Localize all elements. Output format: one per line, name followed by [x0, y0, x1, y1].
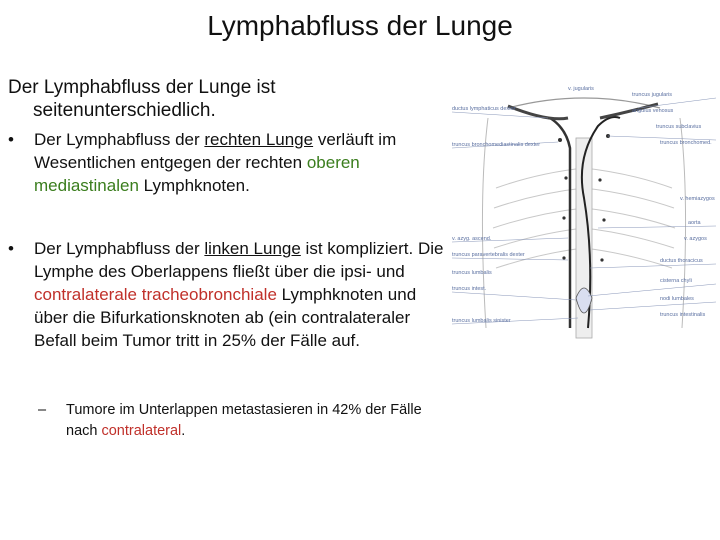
label: angulus venosus: [632, 108, 674, 114]
label: truncus paravertebralis dexter: [452, 252, 525, 258]
anatomy-diagram: [448, 78, 720, 350]
bullet-text: [34, 128, 448, 197]
underlined-text: linken Lunge: [204, 239, 301, 258]
label: v. jugularis: [568, 86, 594, 92]
red-highlight: tracheobronchiale: [141, 285, 277, 304]
text-run: verläuft im Wesentlichen entgegen der rechten: [34, 130, 397, 172]
text-run: Der Lymphabfluss der: [34, 130, 205, 149]
intro-line-1: Der Lymphabfluss der Lunge ist: [8, 77, 276, 98]
sub-bullet-marker: –: [38, 402, 47, 418]
bullet-right-lung: [8, 128, 448, 197]
label: v. azygos: [684, 236, 707, 242]
text-run: Lymphknoten.: [138, 176, 250, 195]
green-highlight: oberen mediastinalen: [34, 153, 360, 195]
text-run: ist kompliziert. Die Lymphe des Oberlappens fließt über die ipsi- und: [34, 239, 444, 281]
label: nodi lumbales: [660, 296, 694, 302]
label: ductus lymphaticus dexter: [452, 106, 516, 112]
bullet-marker: •: [8, 130, 14, 149]
lymph-drainage-figure: [448, 78, 720, 350]
label: ductus thoracicus: [660, 258, 703, 264]
bullet-left-lung: [8, 237, 448, 352]
text-run: Tumore im Unterlappen metastasieren in 42% der Fälle nach: [66, 402, 422, 439]
label: truncus jugularis: [632, 92, 673, 98]
label: aorta: [688, 220, 701, 226]
bullet-marker: •: [8, 239, 14, 258]
underlined-text: rechten Lunge: [204, 130, 314, 149]
sub-bullet: [38, 400, 448, 442]
text-run: Der Lymphabfluss der: [34, 239, 205, 258]
sub-bullet-text: [66, 400, 448, 442]
intro-line-2: seitenunterschiedlich.: [33, 100, 216, 121]
label: truncus lumbalis: [452, 270, 492, 276]
label: truncus subclavius: [656, 124, 702, 130]
red-highlight: contralateral: [101, 423, 182, 439]
slide-title: Lymphabfluss der Lunge: [207, 10, 513, 41]
label: truncus intest.: [452, 286, 487, 292]
red-highlight: contralaterale: [34, 285, 138, 304]
label: truncus bronchomed.: [660, 140, 712, 146]
label: cisterna chyli: [660, 278, 692, 284]
label: truncus intestinalis: [660, 312, 706, 318]
intro-text: [8, 76, 448, 122]
label: v. hemiazygos: [680, 196, 715, 202]
text-run: .: [181, 423, 186, 439]
label: truncus bronchomediastinalis dexter: [452, 142, 541, 148]
text-run: Lymphknoten und über die Bifurkationsknoten ab (ein contralateraler Befall beim Tumor tritt in 25% der Fälle auf.: [34, 285, 417, 350]
label: v. azyg. ascend.: [452, 236, 492, 242]
label: truncus lumbalis sinister: [452, 318, 511, 324]
bullet-text: [34, 237, 448, 352]
